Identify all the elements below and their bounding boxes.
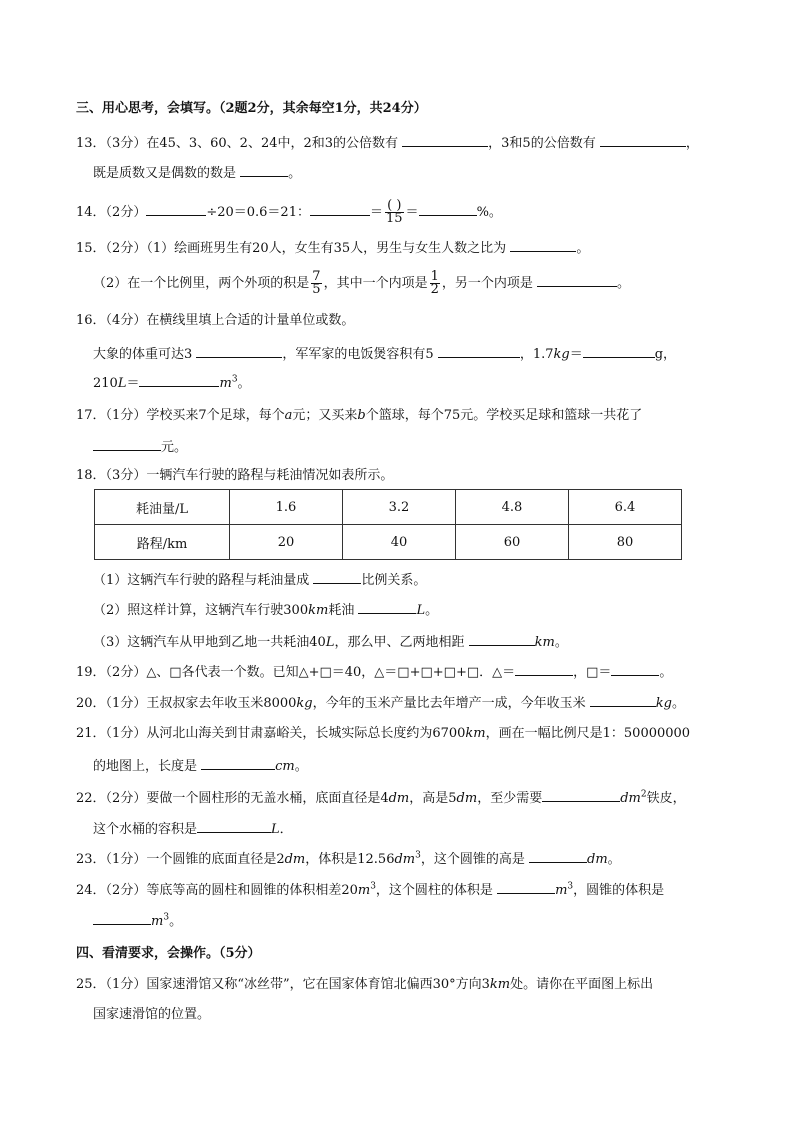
table-cell: 3.2 bbox=[343, 490, 456, 525]
answer-blank[interactable] bbox=[313, 570, 361, 584]
q17-line2: 元。 bbox=[93, 437, 187, 457]
table-cell: 4.8 bbox=[456, 490, 569, 525]
answer-blank[interactable] bbox=[542, 788, 620, 802]
table-cell: 6.4 bbox=[569, 490, 682, 525]
answer-blank[interactable] bbox=[197, 819, 271, 833]
answer-blank[interactable] bbox=[583, 344, 655, 358]
answer-blank[interactable] bbox=[93, 911, 151, 925]
q18-sub3: （3）这辆汽车从甲地到乙地一共耗油40L，那么甲、乙两地相距 km。 bbox=[93, 632, 568, 652]
table-cell: 60 bbox=[456, 525, 569, 560]
fraction-15: $\frac{( )}{15}$ bbox=[386, 198, 403, 226]
q18-heading: 18．（3分）一辆汽车行驶的路程与耗油情况如表所示。 bbox=[76, 468, 394, 483]
q18-sub2: （2）照这样计算，这辆汽车行驶300km耗油 L。 bbox=[93, 600, 438, 620]
q17-line1: 17．（1分）学校买来7个足球，每个a元；又买来b个篮球，每个75元。学校买足球和篮球一共花了 bbox=[76, 408, 643, 423]
answer-blank[interactable] bbox=[201, 756, 275, 770]
answer-blank[interactable] bbox=[196, 344, 282, 358]
table-row bbox=[95, 490, 682, 525]
answer-blank[interactable] bbox=[497, 880, 555, 894]
row-label-distance: 路程/km bbox=[95, 525, 230, 560]
q21-line2: 的地图上，长度是 cm。 bbox=[93, 756, 308, 776]
table-row bbox=[95, 525, 682, 560]
answer-blank[interactable] bbox=[93, 437, 161, 451]
section-3-heading: 三、用心思考，会填写。（2题2分，其余每空1分，共24分） bbox=[76, 101, 427, 116]
answer-blank[interactable] bbox=[600, 133, 686, 147]
q25-line2: 国家速滑馆的位置。 bbox=[93, 1007, 211, 1022]
answer-blank[interactable] bbox=[402, 133, 488, 147]
q15-line1: 15．（2分）（1）绘画班男生有20人，女生有35人，男生与女生人数之比为 。 bbox=[76, 238, 589, 258]
answer-blank[interactable] bbox=[139, 373, 219, 387]
answer-blank[interactable] bbox=[611, 662, 659, 676]
q15-line2: （2）在一个比例里，两个外项的积是 $\frac{7}{5}$ ，其中一个内项是 $\frac{1}{2}$ ，另一个内项是 。 bbox=[93, 269, 631, 297]
q13-line2: 既是质数又是偶数的数是 。 bbox=[93, 163, 301, 183]
q21-line1: 21．（1分）从河北山海关到甘肃嘉峪关，长城实际总长度约为6700km，画在一幅比例尺是1：50000000 bbox=[76, 726, 691, 741]
q24-line1: 24．（2分）等底等高的圆柱和圆锥的体积相差$20m^3$，这个圆柱的体积是 $m^3$，圆锥的体积是 bbox=[76, 881, 665, 898]
answer-blank[interactable] bbox=[537, 273, 617, 287]
table-cell: 40 bbox=[343, 525, 456, 560]
answer-blank[interactable] bbox=[146, 202, 206, 216]
q22-line1: 22．（2分）要做一个圆柱形的无盖水桶，底面直径是4dm，高是5dm，至少需要 $dm^2$铁皮， bbox=[76, 789, 686, 806]
answer-blank[interactable] bbox=[358, 600, 416, 614]
answer-blank[interactable] bbox=[515, 662, 573, 676]
q18-sub1: （1）这辆汽车行驶的路程与耗油量成 比例关系。 bbox=[93, 570, 426, 590]
q22-line2: 这个水桶的容积是 L． bbox=[93, 819, 293, 839]
answer-blank[interactable] bbox=[510, 238, 576, 252]
answer-blank[interactable] bbox=[310, 202, 370, 216]
q23-line: 23．（1分）一个圆锥的底面直径是2dm，体积是$12.56dm^3$，这个圆锥的高是 dm。 bbox=[76, 850, 621, 867]
q16-line1: 16．（4分）在横线里填上合适的计量单位或数。 bbox=[76, 313, 355, 328]
q13-line1: 13．（3分）在45、3、60、2、24中，2和3的公倍数有 ，3和5的公倍数有 ， bbox=[76, 133, 699, 153]
table-cell: 1.6 bbox=[230, 490, 343, 525]
answer-blank[interactable] bbox=[240, 163, 288, 177]
fuel-distance-table bbox=[94, 489, 682, 560]
answer-blank[interactable] bbox=[590, 693, 656, 707]
q25-line1: 25．（1分）国家速滑馆又称“冰丝带”，它在国家体育馆北偏西30°方向3km处。请你在平面图上标出 bbox=[76, 977, 654, 992]
answer-blank[interactable] bbox=[469, 632, 535, 646]
table-cell: 80 bbox=[569, 525, 682, 560]
section-4-heading: 四、看清要求，会操作。（5分） bbox=[76, 946, 261, 961]
fraction-1-2: $\frac{1}{2}$ bbox=[430, 269, 439, 297]
answer-blank[interactable] bbox=[438, 344, 520, 358]
q20-line: 20．（1分）王叔叔家去年收玉米8000kg，今年的玉米产量比去年增产一成，今年收玉米 kg。 bbox=[76, 693, 685, 713]
answer-blank[interactable] bbox=[419, 202, 477, 216]
q19-line: 19．（2分）△、□各代表一个数。已知△+□＝40，△＝□+□+□+□．△＝ ，□＝ 。 bbox=[76, 662, 672, 682]
row-label-fuel: 耗油量/L bbox=[95, 490, 230, 525]
fraction-7-5: $\frac{7}{5}$ bbox=[312, 269, 321, 297]
table-cell: 20 bbox=[230, 525, 343, 560]
q24-line2: $m^3$。 bbox=[93, 911, 182, 931]
q14-line: 14．（2分） ÷20＝0.6＝21： ＝ $\frac{( )}{15}$ ＝ %。 bbox=[76, 198, 502, 226]
answer-blank[interactable] bbox=[529, 849, 587, 863]
q16-line3: $210L= m^3$。 bbox=[93, 374, 251, 391]
q16-line2: 大象的体重可达3 ，军军家的电饭煲容积有5 ，1.7kg＝ g， bbox=[93, 344, 676, 364]
